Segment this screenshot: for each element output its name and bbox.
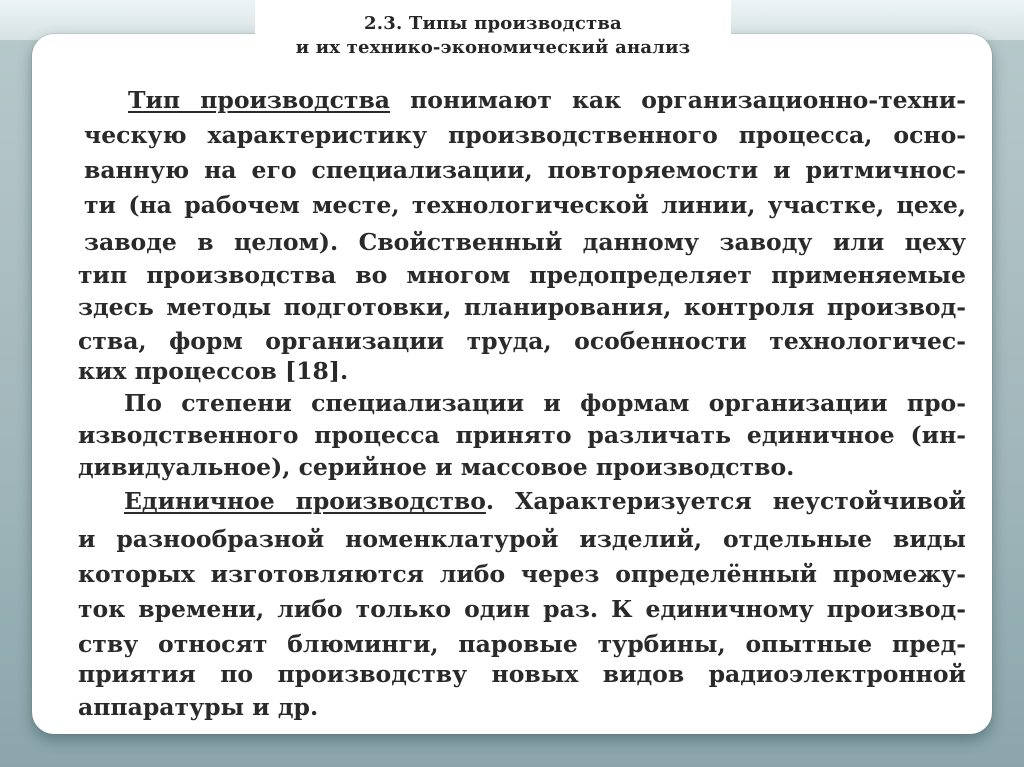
- text-line: ток времени, либо только один раз. К единичному производ-: [78, 595, 966, 623]
- text-line: здесь методы подготовки, планирования, контроля производ-: [78, 293, 967, 321]
- text-line: изводственного процесса принято различать единичное (ин-: [78, 421, 967, 449]
- text-line: дивидуальное), серийное и массовое производство.: [78, 453, 795, 481]
- text-line: которых изготовляются либо через определённый промежу-: [78, 560, 966, 588]
- text-line: ти (на рабочем месте, технологической линии, участке, цехе,: [84, 191, 967, 219]
- text-fragment: . Характеризуется неустойчивой: [485, 487, 966, 515]
- slide-title: [255, 12, 731, 60]
- text-line: приятия по производству новых видов радиоэлектронной: [78, 660, 966, 688]
- text-line: По степени специализации и формам организации про-: [124, 389, 966, 417]
- text-line: и разнообразной номенклатурой изделий, отдельные виды: [78, 525, 966, 553]
- text-line: тип производства во многом предопределяет применяемые: [78, 261, 966, 289]
- text-line: ванную на его специализации, повторяемости и ритмичнос-: [84, 156, 967, 184]
- text-line: ства, форм организации труда, особенности технологичес-: [78, 327, 966, 355]
- text-line: аппаратуры и др.: [78, 693, 319, 721]
- text-line: ству относят блюминги, паровые турбины, опытные пред-: [78, 630, 966, 658]
- text-fragment: понимают как организационно-техни-: [390, 86, 966, 114]
- text-line: [124, 484, 966, 518]
- text-line: [128, 83, 966, 117]
- text-line: заводе в целом). Свойственный данному заводу или цеху: [84, 228, 967, 256]
- title-line-2: и их технико-экономический анализ: [295, 37, 691, 58]
- text-line: ких процессов [18].: [78, 357, 349, 385]
- title-line-1: 2.3. Типы производства: [364, 13, 622, 34]
- text-line: ческую характеристику производственного процесса, осно-: [84, 121, 967, 149]
- term-production-type: Тип производства: [128, 86, 391, 114]
- term-single-production: Единичное производство: [124, 487, 486, 515]
